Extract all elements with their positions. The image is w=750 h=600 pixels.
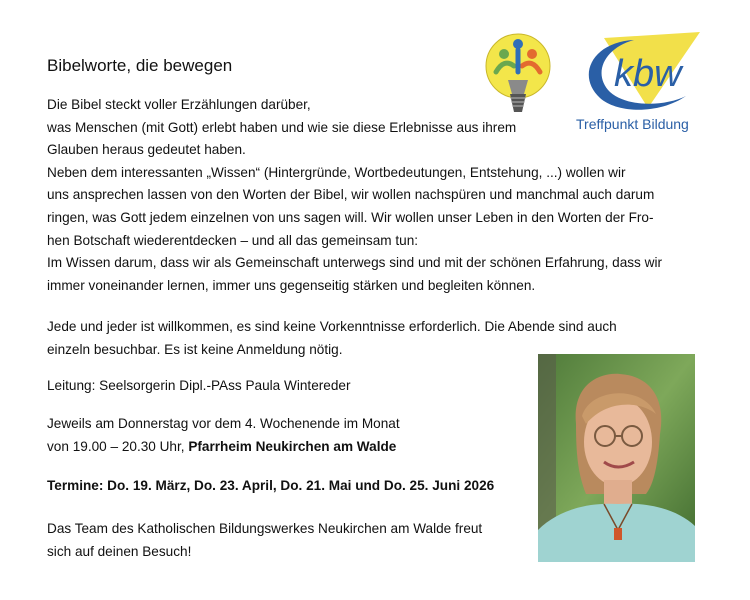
intro-line: ringen, was Gott jedem einzelnen von uns sagen will. Wir wollen unser Leben in den Worten der Fro-	[47, 209, 654, 225]
welcome-paragraph	[47, 316, 617, 361]
welcome-line: einzeln besuchbar. Es ist keine Anmeldung nötig.	[47, 341, 343, 357]
closing-paragraph	[47, 518, 482, 563]
intro-line: Neben dem interessanten „Wissen“ (Hintergründe, Wortbedeutungen, Entstehung, ...) wollen wir	[47, 164, 626, 180]
kbw-wordmark: kbw	[614, 53, 682, 95]
schedule-line-1: Jeweils am Donnerstag vor dem 4. Wochenende im Monat	[47, 416, 400, 431]
schedule-paragraph	[47, 413, 400, 458]
intro-line: immer voneinander lernen, immer uns gegenseitig stärken und begleiten können.	[47, 277, 536, 293]
closing-line: Das Team des Katholischen Bildungswerkes Neukirchen am Walde freut	[47, 521, 483, 536]
kbw-tagline: Treffpunkt Bildung	[576, 116, 689, 132]
portrait-photo	[538, 354, 695, 562]
schedule-line-2	[47, 436, 400, 459]
intro-line: uns ansprechen lassen von den Worten der Bibel, wir wollen nachspüren und manchmal auch darum	[47, 187, 655, 203]
intro-paragraph	[47, 94, 662, 297]
intro-line: Im Wissen darum, dass wir als Gemeinschaft unterwegs sind und mit der schönen Erfahrung, dass wir	[47, 255, 662, 271]
leitung-text: Leitung: Seelsorgerin Dipl.-PAss Paula Wintereder	[47, 378, 351, 393]
leitung-line	[47, 375, 351, 398]
intro-line: was Menschen (mit Gott) erlebt haben und wie sie diese Erlebnisse aus ihrem	[47, 119, 517, 135]
intro-line: Glauben heraus gedeutet haben.	[47, 142, 246, 158]
parish-logo	[482, 32, 554, 116]
closing-line: sich auf deinen Besuch!	[47, 543, 192, 559]
schedule-location: Pfarrheim Neukirchen am Walde	[188, 438, 397, 454]
intro-line: Die Bibel steckt voller Erzählungen darüber,	[47, 97, 311, 112]
termine-line	[47, 475, 494, 498]
welcome-line: Jede und jeder ist willkommen, es sind keine Vorkenntnisse erforderlich. Die Abende sind auch	[47, 319, 617, 334]
page-title: Bibelworte, die bewegen	[47, 56, 233, 75]
termine-text: Termine: Do. 19. März, Do. 23. April, Do. 21. Mai und Do. 25. Juni 2026	[47, 478, 495, 493]
schedule-time: von 19.00 – 20.30 Uhr,	[47, 438, 189, 454]
intro-line: hen Botschaft wiederentdecken – und all das gemeinsam tun:	[47, 232, 419, 248]
